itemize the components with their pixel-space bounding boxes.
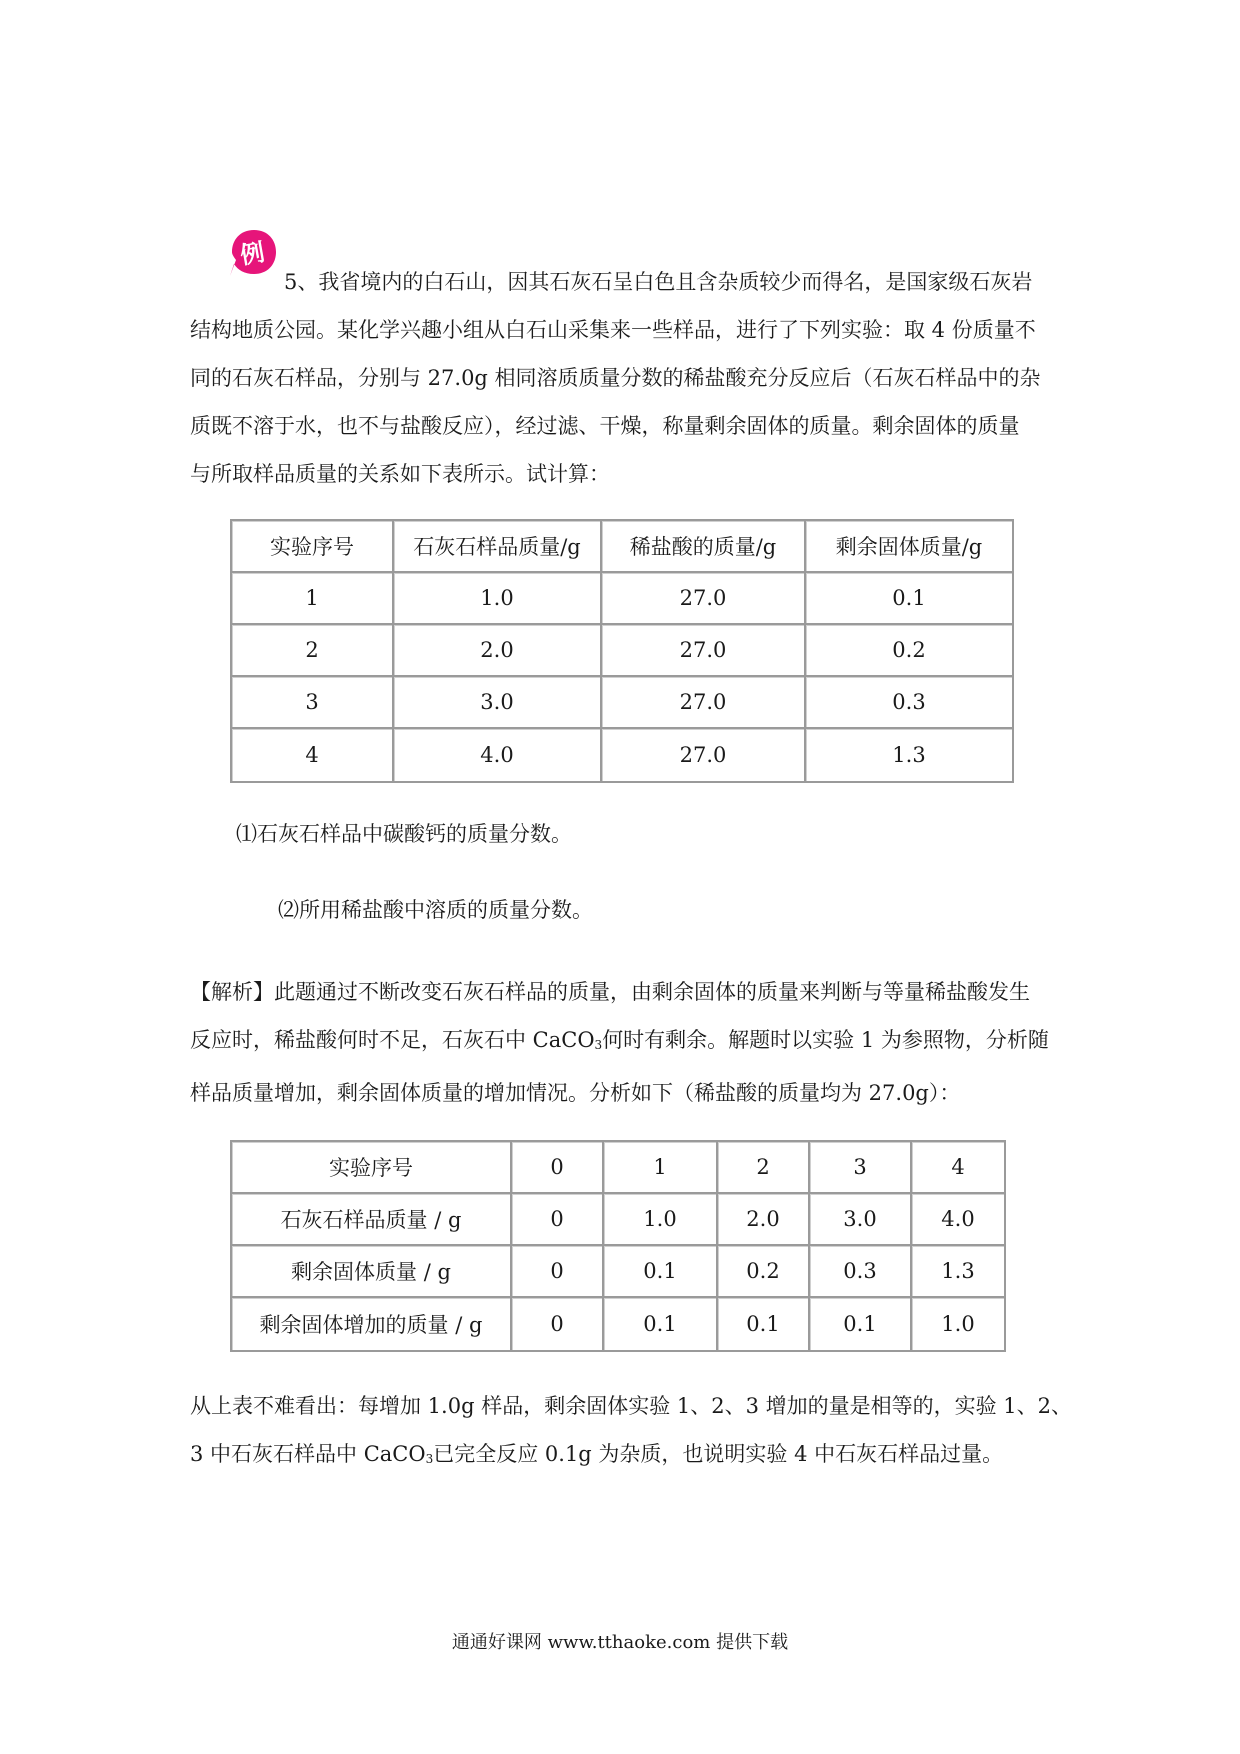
table-cell: 27.0 [602, 729, 806, 781]
problem-statement [190, 258, 1060, 498]
analysis-table [230, 1140, 1006, 1352]
conclusion-line-1: 从上表不难看出：每增加 1.0g 样品，剩余固体实验 1、2、3 增加的量是相等的，实验 1、2、 [190, 1394, 1073, 1418]
table-cell: 0 [512, 1194, 604, 1246]
table-cell: 3.0 [810, 1194, 912, 1246]
table-cell: 0.1 [604, 1246, 718, 1298]
table-cell: 2.0 [718, 1194, 810, 1246]
table-cell: 石灰石样品质量 / g [232, 1194, 512, 1246]
table-row [232, 677, 1012, 729]
analysis-line-3: 样品质量增加，剩余固体质量的增加情况。分析如下（稀盐酸的质量均为 27.0g）： [190, 1081, 961, 1105]
table-header-cell: 剩余固体质量/g [806, 521, 1012, 573]
table-cell: 1.0 [394, 573, 602, 625]
table-cell: 0.1 [810, 1298, 912, 1350]
table-cell: 1.0 [604, 1194, 718, 1246]
conclusion-line-2: 3 中石灰石样品中 CaCO$_3$已完全反应 0.1g 为杂质，也说明实验 4 中石灰石样品过量。 [190, 1442, 1004, 1466]
table-cell: 1.0 [912, 1298, 1004, 1350]
table-row [232, 729, 1012, 781]
table-row [232, 573, 1012, 625]
page-footer: 通通好课网 www.tthaoke.com 提供下载 [451, 1632, 789, 1653]
question-1: ⑴石灰石样品中碳酸钙的质量分数。 [236, 822, 572, 846]
table-cell: 3 [810, 1142, 912, 1194]
table-cell: 2 [232, 625, 394, 677]
table-row [232, 1194, 1004, 1246]
table-cell: 0 [512, 1298, 604, 1350]
table-cell: 1 [232, 573, 394, 625]
table-row [232, 1246, 1004, 1298]
table-cell: 1.3 [806, 729, 1012, 781]
problem-line-1: 5、我省境内的白石山，因其石灰石呈白色且含杂质较少而得名，是国家级石灰岩 [284, 270, 1033, 294]
table-cell: 0 [512, 1246, 604, 1298]
table-row [232, 625, 1012, 677]
table-cell: 0.2 [718, 1246, 810, 1298]
table-cell: 实验序号 [232, 1142, 512, 1194]
table-cell: 3.0 [394, 677, 602, 729]
table-cell: 2 [718, 1142, 810, 1194]
table-cell: 0.3 [810, 1246, 912, 1298]
table-cell: 0 [512, 1142, 604, 1194]
analysis-paragraph [190, 968, 1060, 1117]
table-cell: 0.1 [604, 1298, 718, 1350]
problem-line-4: 质既不溶于水，也不与盐酸反应），经过滤、干燥，称量剩余固体的质量。剩余固体的质量 [190, 414, 1020, 438]
table-cell: 0.1 [718, 1298, 810, 1350]
table-cell: 4 [232, 729, 394, 781]
table-cell: 剩余固体增加的质量 / g [232, 1298, 512, 1350]
table-header-cell: 实验序号 [232, 521, 394, 573]
table-cell: 27.0 [602, 677, 806, 729]
table-row [232, 1298, 1004, 1350]
problem-line-5: 与所取样品质量的关系如下表所示。试计算： [190, 462, 610, 486]
analysis-line-2: 反应时，稀盐酸何时不足，石灰石中 CaCO$_3$何时有剩余。解题时以实验 1 为参照物，分析随 [190, 1028, 1049, 1052]
table-cell: 1 [604, 1142, 718, 1194]
table-row [232, 1142, 1004, 1194]
table-header-row [232, 521, 1012, 573]
table-cell: 0.2 [806, 625, 1012, 677]
table-cell: 0.3 [806, 677, 1012, 729]
table-header-cell: 石灰石样品质量/g [394, 521, 602, 573]
problem-line-3: 同的石灰石样品，分别与 27.0g 相同溶质质量分数的稀盐酸充分反应后（石灰石样品中的杂 [190, 366, 1041, 390]
problem-line-2: 结构地质公园。某化学兴趣小组从白石山采集来一些样品，进行了下列实验：取 4 份质量不 [190, 318, 1036, 342]
table-cell: 剩余固体质量 / g [232, 1246, 512, 1298]
table-cell: 27.0 [602, 573, 806, 625]
table-header-cell: 稀盐酸的质量/g [602, 521, 806, 573]
table-cell: 3 [232, 677, 394, 729]
table-cell: 0.1 [806, 573, 1012, 625]
experiment-table [230, 519, 1014, 783]
example-badge-char: 例 [238, 238, 267, 270]
conclusion-paragraph [190, 1382, 1073, 1483]
table-cell: 1.3 [912, 1246, 1004, 1298]
table-cell: 27.0 [602, 625, 806, 677]
table-cell: 4 [912, 1142, 1004, 1194]
question-2: ⑵所用稀盐酸中溶质的质量分数。 [278, 898, 593, 922]
table-cell: 2.0 [394, 625, 602, 677]
analysis-line-1: 【解析】此题通过不断改变石灰石样品的质量，由剩余固体的质量来判断与等量稀盐酸发生 [190, 980, 1030, 1004]
table-cell: 4.0 [394, 729, 602, 781]
table-cell: 4.0 [912, 1194, 1004, 1246]
